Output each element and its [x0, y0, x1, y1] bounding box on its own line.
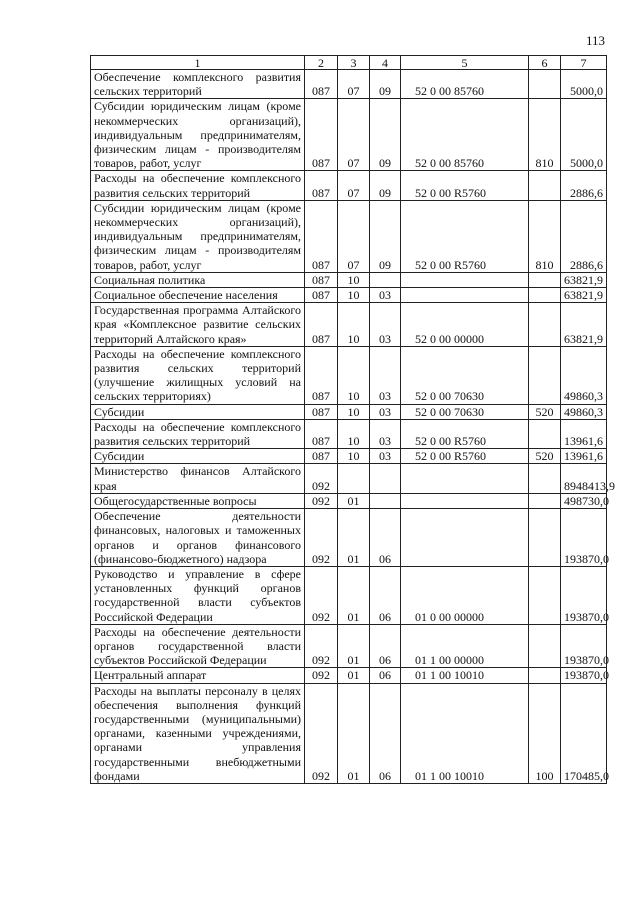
- column-header: 1: [91, 56, 305, 70]
- row-name-cell: Обеспечение комплексного развития сельских территорий: [91, 70, 305, 99]
- row-subsection-cell: 09: [370, 70, 401, 99]
- row-expense-type-cell: 810: [529, 200, 561, 272]
- column-header: 5: [401, 56, 529, 70]
- table-row: [91, 200, 607, 272]
- table-row: [91, 99, 607, 171]
- row-amount-cell: 193870,0: [561, 509, 607, 567]
- row-expense-type-cell: 100: [529, 683, 561, 783]
- row-name-cell: Социальная политика: [91, 272, 305, 287]
- table-row: [91, 683, 607, 783]
- table-row: [91, 419, 607, 448]
- row-section-cell: 07: [338, 99, 370, 171]
- row-section-cell: 01: [338, 509, 370, 567]
- row-name-cell: Общегосударственные вопросы: [91, 493, 305, 508]
- row-expense-type-cell: [529, 509, 561, 567]
- row-subsection-cell: [370, 464, 401, 493]
- row-subsection-cell: 06: [370, 668, 401, 683]
- row-target-article-cell: 52 0 00 85760: [401, 70, 529, 99]
- row-expense-type-cell: [529, 272, 561, 287]
- row-amount-cell: 13961,6: [561, 419, 607, 448]
- row-section-cell: 01: [338, 624, 370, 668]
- column-header: 7: [561, 56, 607, 70]
- row-ministry-code-cell: 087: [305, 272, 338, 287]
- row-name-cell: Субсидии: [91, 404, 305, 419]
- row-amount-cell: 5000,0: [561, 70, 607, 99]
- budget-table: [90, 55, 615, 784]
- row-name-cell: Расходы на выплаты персоналу в целях обеспечения выполнения функций государственными (муниципальными) органами, казенными учреждениями, органами управления государственными внебюджетными фондами: [91, 683, 305, 783]
- row-target-article-cell: 01 1 00 10010: [401, 683, 529, 783]
- row-section-cell: 01: [338, 566, 370, 624]
- row-expense-type-cell: [529, 346, 561, 404]
- row-ministry-code-cell: 092: [305, 464, 338, 493]
- row-amount-cell: 170485,0: [561, 683, 607, 783]
- row-subsection-cell: 06: [370, 509, 401, 567]
- table-row: [91, 303, 607, 347]
- row-amount-cell: 13961,6: [561, 449, 607, 464]
- row-target-article-cell: 52 0 00 70630: [401, 346, 529, 404]
- row-subsection-cell: 03: [370, 449, 401, 464]
- row-subsection-cell: 03: [370, 303, 401, 347]
- row-ministry-code-cell: 087: [305, 200, 338, 272]
- row-name-cell: Центральный аппарат: [91, 668, 305, 683]
- row-name-cell: Расходы на обеспечение комплексного развития сельских территорий: [91, 419, 305, 448]
- row-name-cell: Государственная программа Алтайского края «Комплексное развитие сельских территорий Алтайского края»: [91, 303, 305, 347]
- row-subsection-cell: 03: [370, 419, 401, 448]
- row-ministry-code-cell: 092: [305, 683, 338, 783]
- row-target-article-cell: 01 1 00 10010: [401, 668, 529, 683]
- column-header: 2: [305, 56, 338, 70]
- row-section-cell: 07: [338, 70, 370, 99]
- row-section-cell: 07: [338, 171, 370, 200]
- table-row: [91, 624, 607, 668]
- row-target-article-cell: 52 0 00 R5760: [401, 200, 529, 272]
- row-amount-cell: 8948413,9: [561, 464, 607, 493]
- row-subsection-cell: 09: [370, 200, 401, 272]
- header-row: [91, 56, 607, 70]
- row-expense-type-cell: [529, 493, 561, 508]
- row-name-cell: Субсидии юридическим лицам (кроме некоммерческих организаций), индивидуальным предпринимателям, физическим лицам - производителям товаров, работ, услуг: [91, 200, 305, 272]
- row-target-article-cell: 01 0 00 00000: [401, 566, 529, 624]
- row-ministry-code-cell: 092: [305, 668, 338, 683]
- row-amount-cell: 63821,9: [561, 272, 607, 287]
- row-expense-type-cell: [529, 171, 561, 200]
- row-ministry-code-cell: 092: [305, 624, 338, 668]
- table-row: [91, 404, 607, 419]
- row-ministry-code-cell: 087: [305, 288, 338, 303]
- table-row: [91, 493, 607, 508]
- table-row: [91, 668, 607, 683]
- row-amount-cell: 2886,6: [561, 171, 607, 200]
- row-section-cell: 10: [338, 404, 370, 419]
- row-amount-cell: 2886,6: [561, 200, 607, 272]
- table-row: [91, 70, 607, 99]
- row-expense-type-cell: 520: [529, 404, 561, 419]
- row-ministry-code-cell: 087: [305, 404, 338, 419]
- row-subsection-cell: 03: [370, 404, 401, 419]
- row-name-cell: Субсидии: [91, 449, 305, 464]
- row-target-article-cell: [401, 493, 529, 508]
- row-expense-type-cell: [529, 288, 561, 303]
- row-amount-cell: 49860,3: [561, 346, 607, 404]
- row-amount-cell: 63821,9: [561, 303, 607, 347]
- row-ministry-code-cell: 087: [305, 70, 338, 99]
- row-section-cell: 01: [338, 683, 370, 783]
- row-section-cell: 10: [338, 303, 370, 347]
- row-target-article-cell: 52 0 00 R5760: [401, 449, 529, 464]
- row-subsection-cell: 09: [370, 171, 401, 200]
- row-target-article-cell: [401, 272, 529, 287]
- table-row: [91, 464, 607, 493]
- row-target-article-cell: [401, 288, 529, 303]
- row-subsection-cell: 06: [370, 566, 401, 624]
- row-expense-type-cell: 810: [529, 99, 561, 171]
- row-target-article-cell: 52 0 00 00000: [401, 303, 529, 347]
- row-name-cell: Министерство финансов Алтайского края: [91, 464, 305, 493]
- row-expense-type-cell: 520: [529, 449, 561, 464]
- column-header: 4: [370, 56, 401, 70]
- row-target-article-cell: 52 0 00 70630: [401, 404, 529, 419]
- page-number: 113: [586, 33, 606, 48]
- row-expense-type-cell: [529, 303, 561, 347]
- row-section-cell: 10: [338, 449, 370, 464]
- row-amount-cell: 63821,9: [561, 288, 607, 303]
- row-expense-type-cell: [529, 624, 561, 668]
- row-expense-type-cell: [529, 566, 561, 624]
- row-expense-type-cell: [529, 464, 561, 493]
- row-subsection-cell: 03: [370, 346, 401, 404]
- row-subsection-cell: [370, 493, 401, 508]
- row-target-article-cell: 52 0 00 R5760: [401, 171, 529, 200]
- table-row: [91, 346, 607, 404]
- row-section-cell: 10: [338, 272, 370, 287]
- row-amount-cell: 193870,0: [561, 566, 607, 624]
- row-name-cell: Субсидии юридическим лицам (кроме некоммерческих организаций), индивидуальным предпринимателям, физическим лицам - производителям товаров, работ, услуг: [91, 99, 305, 171]
- row-ministry-code-cell: 092: [305, 566, 338, 624]
- table-row: [91, 449, 607, 464]
- row-section-cell: [338, 464, 370, 493]
- row-amount-cell: 193870,0: [561, 668, 607, 683]
- row-name-cell: Расходы на обеспечение комплексного развития сельских территорий (улучшение жилищных условий на сельских территориях): [91, 346, 305, 404]
- table-row: [91, 566, 607, 624]
- row-amount-cell: 498730,0: [561, 493, 607, 508]
- row-ministry-code-cell: 087: [305, 419, 338, 448]
- table-row: [91, 509, 607, 567]
- row-subsection-cell: 06: [370, 624, 401, 668]
- row-name-cell: Обеспечение деятельности финансовых, налоговых и таможенных органов и органов финансового (финансово-бюджетного) надзора: [91, 509, 305, 567]
- row-ministry-code-cell: 092: [305, 509, 338, 567]
- column-header: 3: [338, 56, 370, 70]
- row-ministry-code-cell: 087: [305, 303, 338, 347]
- row-target-article-cell: [401, 509, 529, 567]
- row-amount-cell: 193870,0: [561, 624, 607, 668]
- column-header: 6: [529, 56, 561, 70]
- row-section-cell: 07: [338, 200, 370, 272]
- table-row: [91, 288, 607, 303]
- row-subsection-cell: 09: [370, 99, 401, 171]
- row-section-cell: 10: [338, 419, 370, 448]
- row-amount-cell: 49860,3: [561, 404, 607, 419]
- row-target-article-cell: [401, 464, 529, 493]
- row-ministry-code-cell: 087: [305, 171, 338, 200]
- row-section-cell: 10: [338, 346, 370, 404]
- row-amount-cell: 5000,0: [561, 99, 607, 171]
- row-name-cell: Расходы на обеспечение комплексного развития сельских территорий: [91, 171, 305, 200]
- row-subsection-cell: 06: [370, 683, 401, 783]
- row-expense-type-cell: [529, 668, 561, 683]
- row-expense-type-cell: [529, 70, 561, 99]
- row-ministry-code-cell: 087: [305, 346, 338, 404]
- row-ministry-code-cell: 087: [305, 99, 338, 171]
- row-name-cell: Расходы на обеспечение деятельности органов государственной власти субъектов Российской Федерации: [91, 624, 305, 668]
- row-subsection-cell: 03: [370, 288, 401, 303]
- table-row: [91, 272, 607, 287]
- row-ministry-code-cell: 087: [305, 449, 338, 464]
- row-subsection-cell: [370, 272, 401, 287]
- table-row: [91, 171, 607, 200]
- row-name-cell: Руководство и управление в сфере установленных функций органов государственной власти субъектов Российской Федерации: [91, 566, 305, 624]
- row-section-cell: 01: [338, 668, 370, 683]
- row-target-article-cell: 52 0 00 R5760: [401, 419, 529, 448]
- row-ministry-code-cell: 092: [305, 493, 338, 508]
- row-target-article-cell: 52 0 00 85760: [401, 99, 529, 171]
- row-expense-type-cell: [529, 419, 561, 448]
- row-name-cell: Социальное обеспечение населения: [91, 288, 305, 303]
- row-section-cell: 10: [338, 288, 370, 303]
- row-target-article-cell: 01 1 00 00000: [401, 624, 529, 668]
- row-section-cell: 01: [338, 493, 370, 508]
